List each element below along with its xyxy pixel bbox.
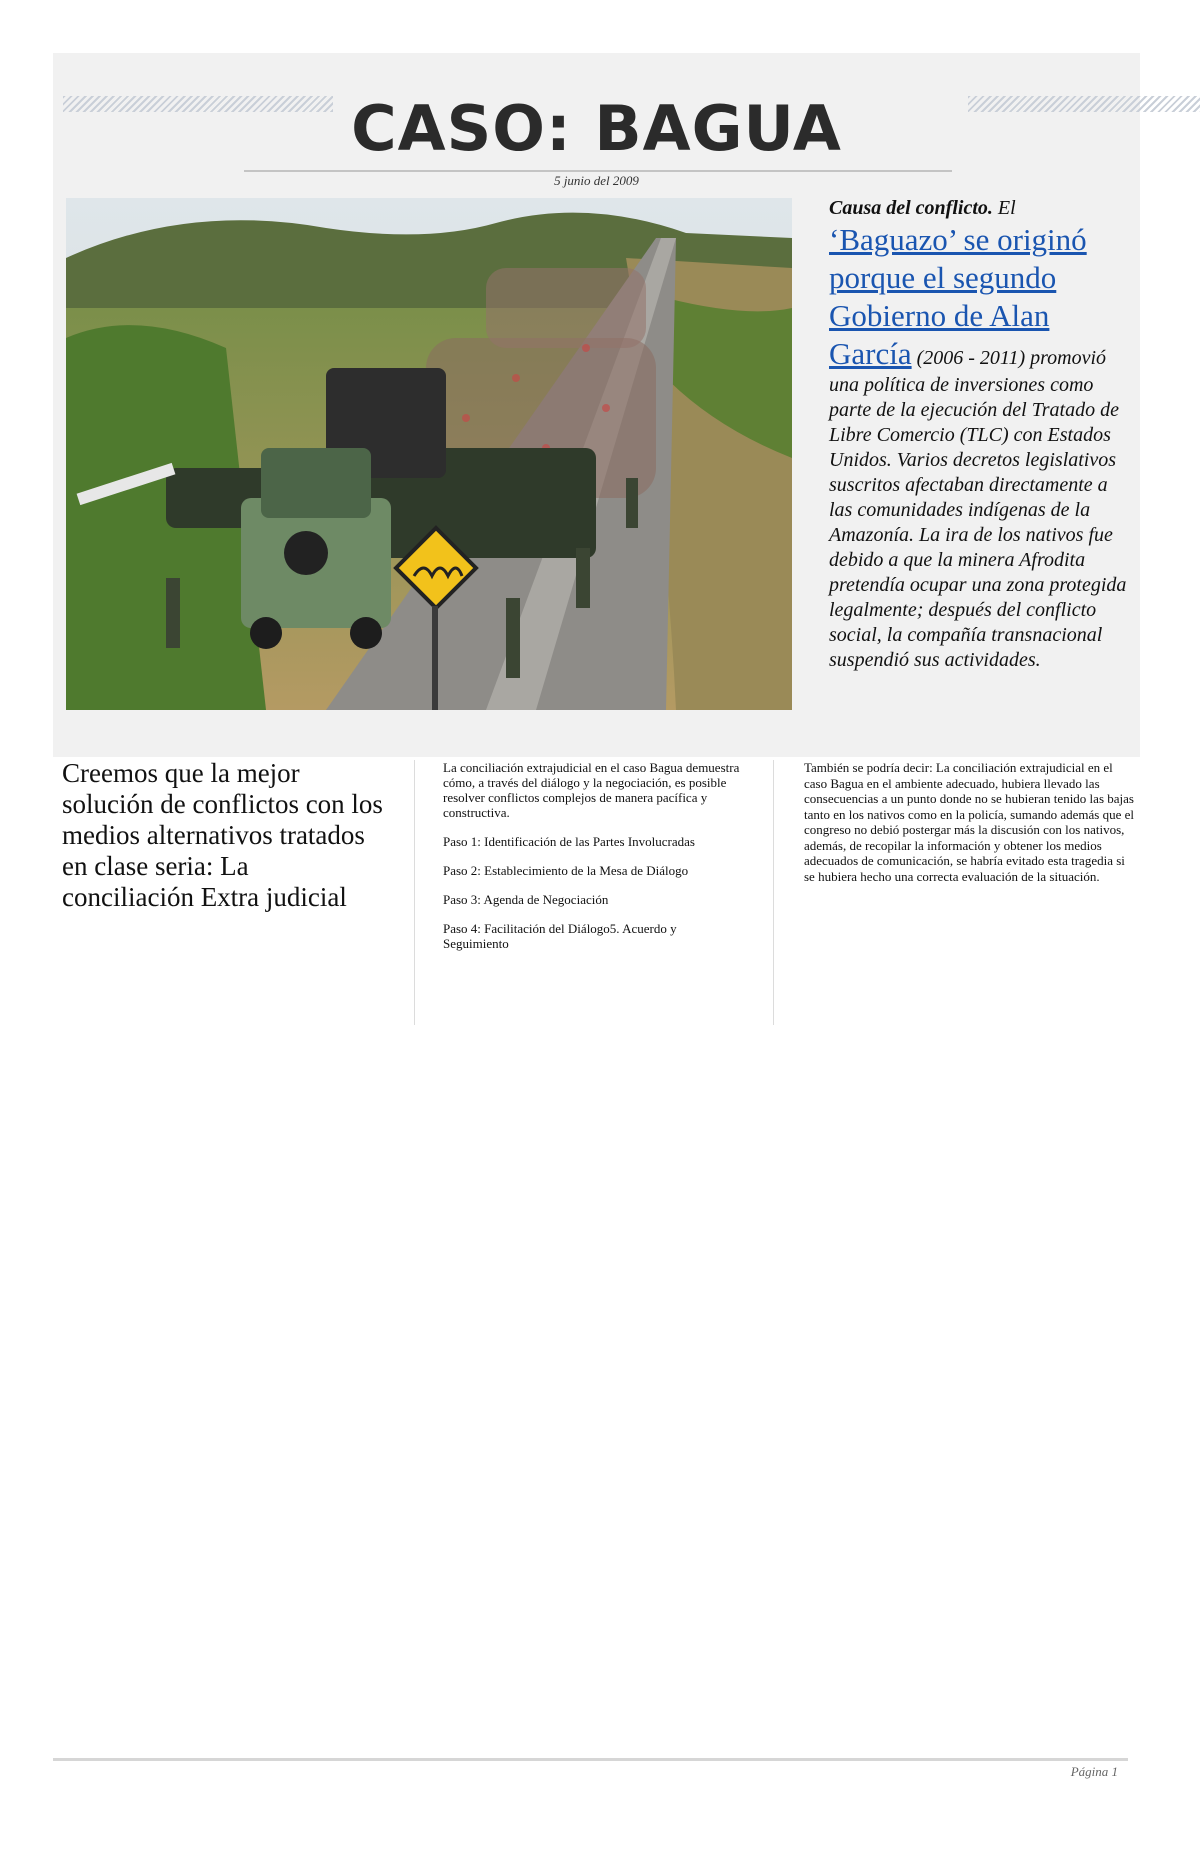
publication-date: 5 junio del 2009 bbox=[554, 173, 639, 188]
page-title: CASO: BAGUA bbox=[351, 92, 842, 165]
step-2: Paso 2: Establecimiento de la Mesa de Diálogo bbox=[443, 863, 689, 878]
step-1: Paso 1: Identificación de las Partes Involucradas bbox=[443, 834, 695, 849]
baguazo-link[interactable]: ‘Baguazo’ se originó porque el segundo Gobierno de Alan García bbox=[829, 222, 1087, 371]
step-3: Paso 3: Agenda de Negociación bbox=[443, 892, 609, 907]
photo-illustration bbox=[66, 198, 792, 710]
steps-intro: La conciliación extrajudicial en el caso Bagua demuestra cómo, a través del diálogo y la negociación, es posible resolver conflictos complejos de manera pacífica y constructiva. bbox=[443, 760, 740, 820]
conflict-cause-body: (2006 - 2011) promovió una política de inversiones como parte de la ejecución del Tratado de Libre Comercio (TLC) con Estados Unidos. Varios decretos legislativos suscritos afectaban directamente a las comunidades indígenas de la Amazonía. La ira de los nativos fue debido a que la minera Afrodita pretendía ocupar una zona protegida legalmente; después del conflicto social, la compañía transnacional suspendió sus actividades. bbox=[829, 347, 1127, 671]
footer-divider bbox=[53, 1758, 1128, 1761]
conclusion-column: También se podría decir: La conciliación extrajudicial en el caso Bagua en el ambiente adecuado, hubiera llevado las consecuencias a un punto donde no se hubieran tenido las bajas tanto en los nativos como en la policía, sumando además que el congreso no debió postergar más la discusión con los nativos, además, de recopilar la información y obtener los medios adecuados de comunicación, se habría evitado esta tragedia si se hubiera hecho una correcta evaluación de la situación. bbox=[804, 760, 1134, 884]
protest-photo bbox=[66, 198, 792, 710]
steps-column bbox=[443, 760, 743, 965]
conflict-cause-lead: Causa del conflicto. bbox=[829, 197, 993, 219]
step-4: Paso 4: Facilitación del Diálogo5. Acuerdo y Seguimiento bbox=[443, 921, 677, 951]
column-divider-2 bbox=[773, 760, 774, 1025]
title-divider bbox=[244, 170, 952, 172]
column-divider-1 bbox=[414, 760, 415, 1025]
solution-column: Creemos que la mejor solución de conflictos con los medios alternativos tratados en clase seria: La conciliación Extra judicial bbox=[62, 758, 383, 912]
page-number: Página 1 bbox=[1070, 1764, 1118, 1779]
conflict-cause-intro: El bbox=[992, 197, 1016, 219]
conflict-cause-paragraph bbox=[829, 196, 1129, 673]
